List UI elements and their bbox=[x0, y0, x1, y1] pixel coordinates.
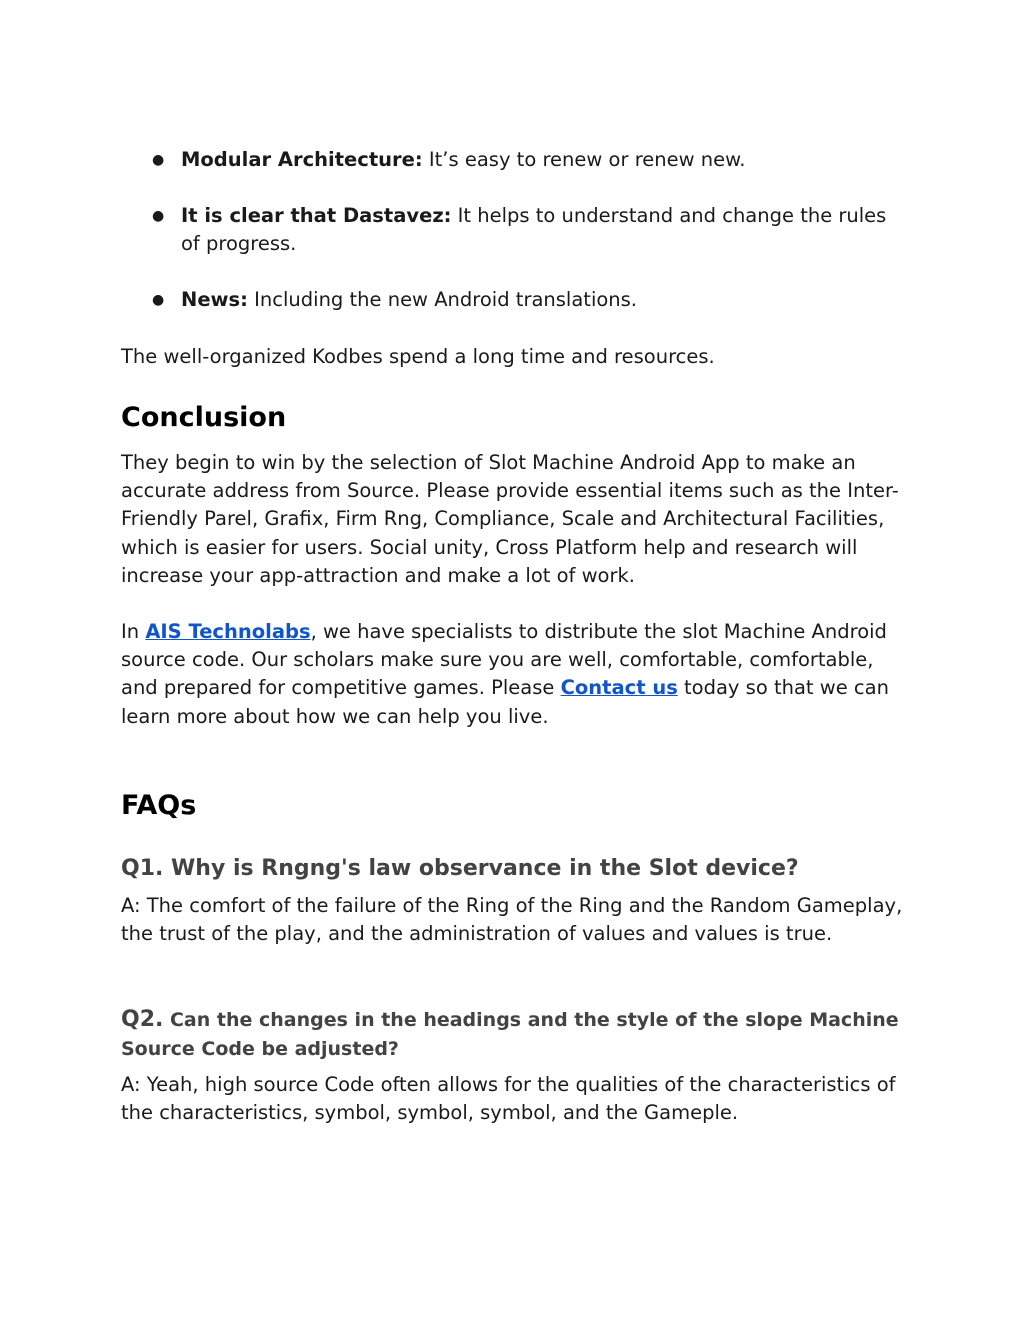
contact-us-link[interactable]: Contact us bbox=[560, 676, 678, 700]
faq-question-2-number: Q2. bbox=[121, 1007, 164, 1032]
conclusion-heading: Conclusion bbox=[121, 402, 287, 433]
bullet-text: Including the new Android translations. bbox=[247, 288, 638, 311]
faq-question-1: Q1. Why is Rngng's law observance in the Slot device? bbox=[121, 856, 799, 881]
faq-answer-1: A: The comfort of the failure of the Ring of the Ring and the Random Gameplay, the trust of the play, and the administration of values and values is true. bbox=[121, 894, 903, 946]
intro-paragraph: The well-organized Kodbes spend a long time and resources. bbox=[121, 345, 715, 368]
ais-technolabs-link[interactable]: AIS Technolabs bbox=[145, 620, 311, 643]
list-item bbox=[121, 202, 911, 258]
conclusion-paragraph: They begin to win by the selection of Slot Machine Android App to make an accurate address from Source. Please provide essential items such as the Inter-Friendly Parel, Grafix, Firm Rng, Compliance, Scale and Architectural Facilities, which is easier for users. Social unity, Cross Platform help and research will increase your app-attraction and make a lot of work. bbox=[121, 451, 899, 587]
bullet-label: News: bbox=[181, 288, 248, 311]
bullet-text: It’s easy to renew or renew new. bbox=[422, 148, 746, 171]
list-item bbox=[121, 286, 911, 314]
bullet-icon: ● bbox=[152, 292, 165, 308]
faq-question-2 bbox=[121, 1005, 911, 1064]
feature-bullet-list bbox=[121, 146, 911, 342]
contact-paragraph-middle: , we have specialists to distribute the slot Machine Android source code. Our scholars make sure you are well, comfortable, comfortable, and prepared for competitive games. Please bbox=[121, 620, 887, 700]
contact-paragraph-suffix: today so that we can learn more about how we can help you live. bbox=[121, 676, 889, 728]
bullet-text: It helps to understand and change the rules of progress. bbox=[181, 204, 887, 255]
list-item bbox=[121, 146, 911, 174]
bullet-icon: ● bbox=[152, 208, 165, 224]
contact-paragraph-prefix: In bbox=[121, 620, 146, 643]
faq-answer-2: A: Yeah, high source Code often allows for the qualities of the characteristics of the characteristics, symbol, symbol, symbol, and the Gameple. bbox=[121, 1073, 896, 1125]
bullet-label: Modular Architecture: bbox=[181, 148, 423, 171]
faq-question-2-text: Can the changes in the headings and the style of the slope Machine Source Code be adjusted? bbox=[121, 1009, 899, 1060]
bullet-label: It is clear that Dastavez: bbox=[181, 204, 452, 227]
faqs-heading: FAQs bbox=[121, 790, 197, 821]
bullet-icon: ● bbox=[152, 152, 165, 168]
contact-paragraph bbox=[121, 618, 911, 731]
